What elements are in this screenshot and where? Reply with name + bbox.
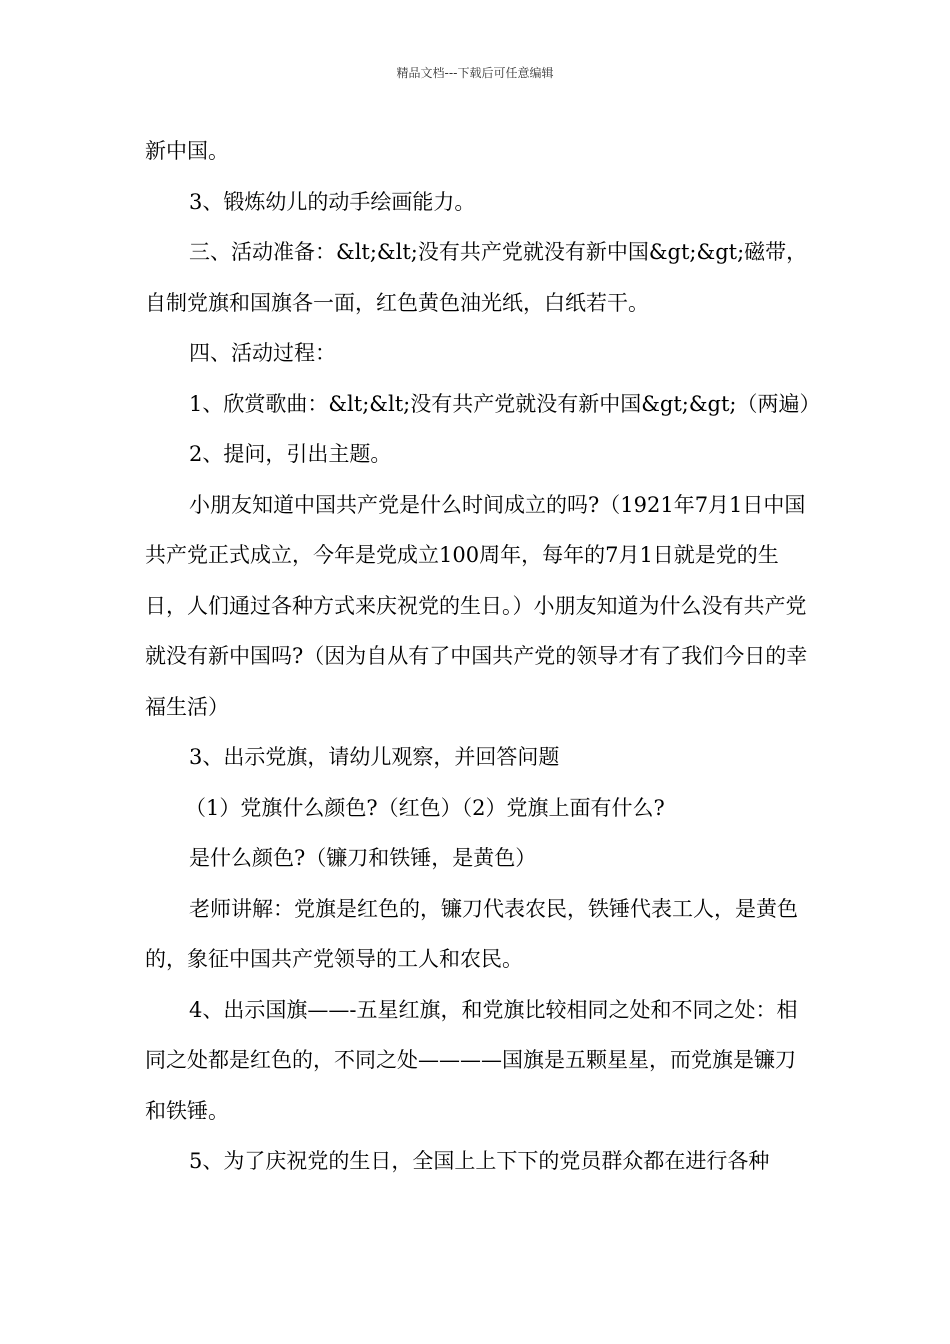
- paragraph: 是什么颜色?（镰刀和铁锤，是黄色）: [189, 846, 537, 870]
- paragraph: 2、提问，引出主题。: [189, 442, 392, 466]
- paragraph: 老师讲解：党旗是红色的，镰刀代表农民，铁锤代表工人，是黄色的，象征中国共产党领导的工人和农民。: [145, 896, 798, 971]
- document-body: [145, 126, 821, 1187]
- paragraph: 四、活动过程：: [189, 341, 336, 365]
- paragraph: 5、为了庆祝党的生日，全国上上下下的党员群众都在进行各种: [189, 1149, 770, 1173]
- page-header: 精品文档---下载后可任意编辑: [396, 66, 554, 80]
- paragraph: 3、锻炼幼儿的动手绘画能力。: [189, 189, 476, 214]
- paragraph: 新中国。: [145, 139, 229, 163]
- paragraph: 1、欣赏歌曲：&lt;&lt;没有共产党就没有新中国&gt;&gt;（两遍）: [189, 391, 821, 416]
- paragraph: 三、活动准备：&lt;&lt;没有共产党就没有新中国&gt;&gt;磁带，自制党旗和国旗各一面，红色黄色油光纸，白纸若干。: [145, 240, 808, 315]
- paragraph: 小朋友知道中国共产党是什么时间成立的吗?（1921年7月1日中国共产党正式成立，今年是党成立100周年，每年的7月1日就是党的生日，人们通过各种方式来庆祝党的生日。）小朋友知道为什么没有共产党就没有新中国吗?（因为自从有了中国共产党的领导才有了我们今日的幸福生活）: [145, 492, 808, 719]
- paragraph: 3、出示党旗，请幼儿观察，并回答问题: [189, 745, 560, 769]
- paragraph: 4、出示国旗——-五星红旗，和党旗比较相同之处和不同之处：相同之处都是红色的，不同之处————国旗是五颗星星，而党旗是镰刀和铁锤。: [145, 997, 798, 1123]
- paragraph: （1）党旗什么颜色?（红色）（2）党旗上面有什么?: [185, 795, 665, 820]
